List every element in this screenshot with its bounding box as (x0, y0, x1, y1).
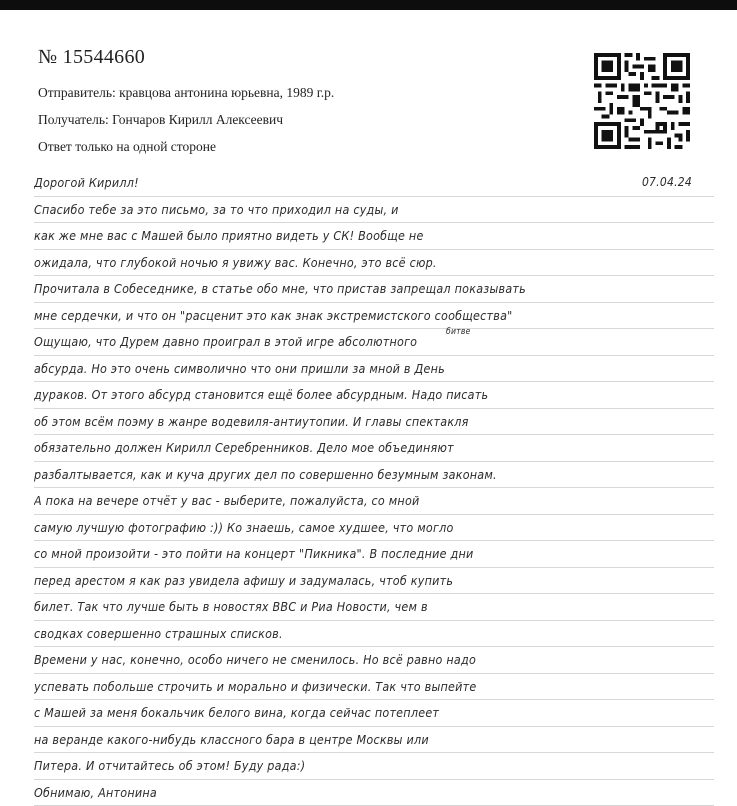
letter-line-text: А пока на вечере отчёт у вас - выберите, пожалуйста, со мной (34, 488, 420, 513)
letter-line (34, 568, 714, 595)
letter-line (34, 223, 714, 250)
letter-date: 07.04.24 (642, 170, 692, 195)
letter-line (34, 329, 714, 356)
sender-line: Отправитель: кравцова антонина юрьевна, 1989 г.р. (38, 85, 334, 101)
letter-line (34, 700, 714, 727)
letter-line-text: разбалтывается, как и куча других дел по совершенно безумным законам. (34, 462, 497, 487)
letter-line-text: Времени у нас, конечно, особо ничего не сменилось. Но всё равно надо (34, 647, 476, 672)
insertion-word: битве (446, 320, 471, 345)
letter-line (34, 515, 714, 542)
letter-line-text: Ощущаю, что Дурем давно проиграл в этой игре абсолютного (34, 329, 417, 354)
letter-number: № 15544660 (38, 46, 334, 69)
letter-line-text: абсурда. Но это очень символично что они пришли за мной в День (34, 356, 445, 381)
letter-line (34, 647, 714, 674)
letter-line-text: Обнимаю, Антонина (34, 780, 157, 805)
letter-line-text: с Машей за меня бокальчик белого вина, когда сейчас потеплеет (34, 700, 439, 725)
letter-line (34, 488, 714, 515)
letter-line-text: на веранде какого-нибудь классного бара в центре Москвы или (34, 727, 429, 752)
letter-line-text: об этом всём поэму в жанре водевиля-антиутопии. И главы спектакля (34, 409, 469, 434)
recipient-line: Получатель: Гончаров Кирилл Алексеевич (38, 112, 334, 128)
letter-line-text: Спасибо тебе за это письмо, за то что приходил на суды, и (34, 197, 399, 222)
letter-line (34, 197, 714, 224)
letter-line (34, 250, 714, 277)
letter-line-text: как же мне вас с Машей было приятно видеть у СК! Вообще не (34, 223, 424, 248)
letter-line (34, 276, 714, 303)
letter-line-text: мне сердечки, и что он "расценит это как знак экстремистского сообщества" (34, 303, 513, 328)
letter-line-text: со мной произойти - это пойти на концерт "Пикника". В последние дни (34, 541, 474, 566)
letter-line-text: перед арестом я как раз увидела афишу и задумалась, чтоб купить (34, 568, 453, 593)
letter-line (34, 409, 714, 436)
letter-line-text: Дорогой Кирилл! (34, 170, 139, 195)
letter-line (34, 462, 714, 489)
one-side-note: Ответ только на одной стороне (38, 139, 334, 155)
letter-line (34, 435, 714, 462)
letter-line-text: ожидала, что глубокой ночью я увижу вас. Конечно, это всё сюр. (34, 250, 437, 275)
letter-line-text: Прочитала в Собеседнике, в статье обо мне, что пристав запрещал показывать (34, 276, 526, 301)
letter-line-text: Питера. И отчитайтесь об этом! Буду рада:) (34, 753, 305, 778)
letter-line-text: успевать побольше строчить и морально и физически. Так что выпейте (34, 674, 477, 699)
letter-line-text: обязательно должен Кирилл Серебренников. Дело мое объединяют (34, 435, 454, 460)
letter-line (34, 621, 714, 648)
letter-line (34, 780, 714, 806)
letter-line (34, 727, 714, 754)
letter-line (34, 594, 714, 621)
letter-line (34, 170, 714, 197)
letter-line-text: сводках совершенно страшных списков. (34, 621, 283, 646)
letter-line (34, 753, 714, 780)
letter-line (34, 674, 714, 701)
letter-line (34, 541, 714, 568)
letter-line (34, 356, 714, 383)
qr-code-icon (594, 53, 690, 149)
handwritten-letter (34, 170, 714, 806)
letter-line-text: дураков. От этого абсурд становится ещё более абсурдным. Надо писать (34, 382, 488, 407)
top-border (0, 0, 737, 10)
letter-line (34, 303, 714, 330)
letter-line-text: самую лучшую фотографию :)) Ко знаешь, самое худшее, что могло (34, 515, 454, 540)
letter-line (34, 382, 714, 409)
letter-line-text: билет. Так что лучше быть в новостях BBC и Риа Новости, чем в (34, 594, 428, 619)
letter-header (38, 46, 334, 166)
